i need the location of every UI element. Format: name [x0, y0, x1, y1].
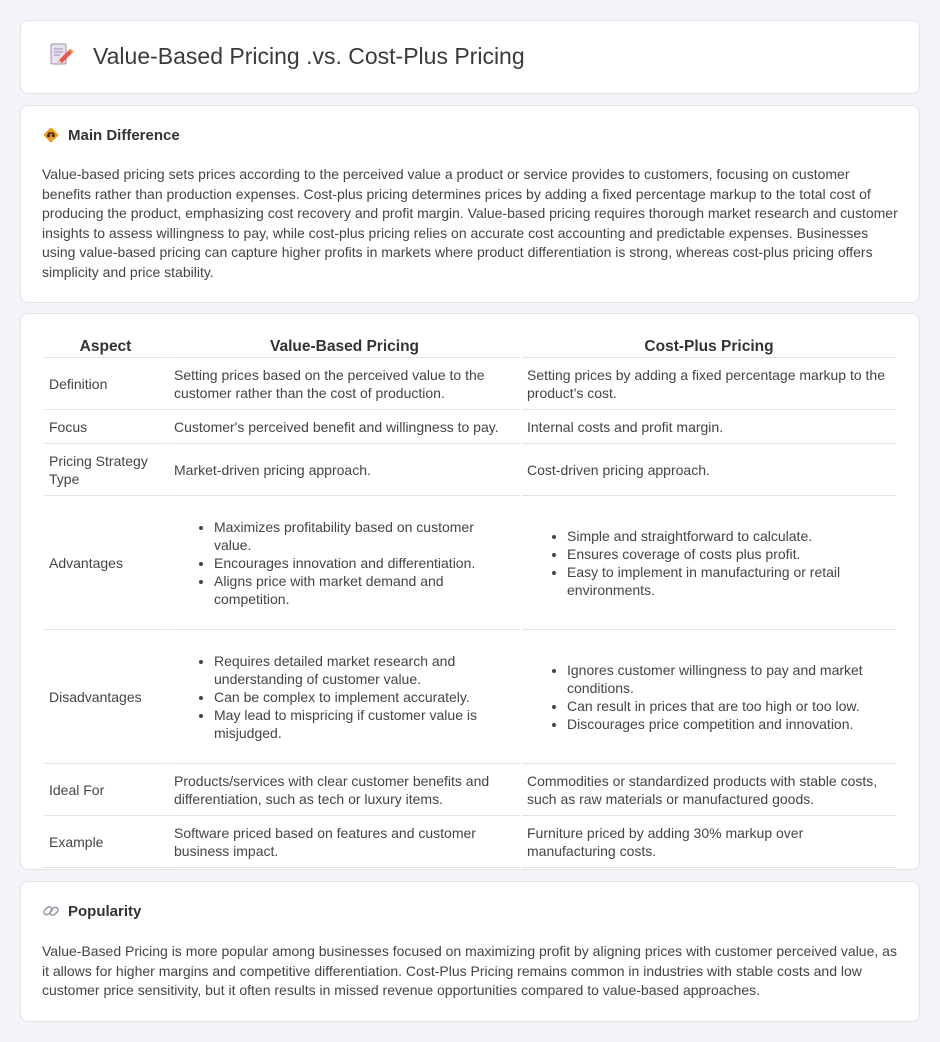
main-difference-text: Value-based pricing sets prices according to the perceived value a product or service provides to customers, focusing on customer benefits rather than production expenses. Cost-plus pricing determines prices by adding a fixed percentage markup to the total cost of producing the product, emphasizing cost recovery and profit margin. Value-based pricing requires thorough market research and customer insights to assess willingness to pay, while cost-plus pricing relies on accurate cost accounting and predictable expenses. Businesses using value-based pricing can capture higher profits in markets where product differentiation is strong, whereas cost-plus pricing offers simplicity and price stability. — [42, 166, 898, 280]
advantages-cost-list — [527, 527, 891, 599]
row-cost-plus: Cost-driven pricing approach. — [522, 444, 896, 496]
row-aspect: Example — [44, 816, 167, 868]
row-value-based: Customer's perceived benefit and willingness to pay. — [169, 410, 520, 444]
row-aspect: Advantages — [44, 496, 167, 630]
row-value-based — [169, 496, 520, 630]
table-row — [44, 630, 896, 764]
table-header-row — [44, 333, 896, 358]
row-value-based: Setting prices based on the perceived value to the customer rather than the cost of production. — [169, 358, 520, 410]
main-difference-header — [42, 126, 180, 144]
advantages-value-list — [174, 518, 515, 608]
popularity-text: Value-Based Pricing is more popular among businesses focused on maximizing profit by aligning prices with customer perceived value, as it allows for higher margins and competitive differentiation. Cost-Plus Pricing remains common in industries with stable costs and low customer price sensitivity, but it often results in missed revenue opportunities compared to value-based approaches. — [42, 943, 897, 999]
main-difference-title: Main Difference — [68, 126, 180, 144]
row-value-based: Software priced based on features and customer business impact. — [169, 816, 520, 868]
warning-diamond-icon — [42, 126, 60, 144]
header-aspect: Aspect — [44, 333, 167, 358]
row-value-based — [169, 630, 520, 764]
list-item: • Requires detailed market research and understanding of customer value. — [214, 652, 515, 688]
list-item: • Ignores customer willingness to pay and market conditions. — [567, 661, 891, 697]
page-title: Value-Based Pricing .vs. Cost-Plus Pricing — [93, 42, 525, 69]
table-row — [44, 764, 896, 816]
popularity-title: Popularity — [68, 902, 142, 920]
comparison-card — [20, 313, 920, 870]
disadvantages-cost-list — [527, 661, 891, 733]
list-item: • Encourages innovation and differentiation. — [214, 554, 515, 572]
header-cost-plus: Cost-Plus Pricing — [522, 333, 896, 358]
table-row — [44, 410, 896, 444]
list-item: • Aligns price with market demand and competition. — [214, 572, 515, 608]
title-card — [20, 20, 920, 94]
comparison-table — [42, 333, 898, 868]
row-aspect: Pricing Strategy Type — [44, 444, 167, 496]
list-item: • Ensures coverage of costs plus profit. — [567, 545, 891, 563]
header-value-based: Value-Based Pricing — [169, 333, 520, 358]
row-aspect: Ideal For — [44, 764, 167, 816]
row-aspect: Definition — [44, 358, 167, 410]
table-row — [44, 496, 896, 630]
main-difference-card — [20, 105, 920, 303]
list-item: • Simple and straightforward to calculate. — [567, 527, 891, 545]
list-item: • Maximizes profitability based on customer value. — [214, 518, 515, 554]
row-cost-plus: Commodities or standardized products with stable costs, such as raw materials or manufactured goods. — [522, 764, 896, 816]
popularity-card — [20, 881, 920, 1022]
list-item: • Can result in prices that are too high or too low. — [567, 697, 891, 715]
link-icon — [42, 902, 60, 920]
row-cost-plus: Setting prices by adding a fixed percentage markup to the product's cost. — [522, 358, 896, 410]
list-item: • May lead to mispricing if customer value is misjudged. — [214, 706, 515, 742]
list-item: • Discourages price competition and innovation. — [567, 715, 891, 733]
table-row — [44, 358, 896, 410]
table-row — [44, 444, 896, 496]
row-aspect: Disadvantages — [44, 630, 167, 764]
row-cost-plus — [522, 496, 896, 630]
document-pencil-icon — [45, 41, 75, 71]
row-value-based: Products/services with clear customer benefits and differentiation, such as tech or luxury items. — [169, 764, 520, 816]
row-aspect: Focus — [44, 410, 167, 444]
list-item: • Easy to implement in manufacturing or retail environments. — [567, 563, 891, 599]
row-cost-plus — [522, 630, 896, 764]
row-cost-plus: Internal costs and profit margin. — [522, 410, 896, 444]
disadvantages-value-list — [174, 652, 515, 742]
table-row — [44, 816, 896, 868]
popularity-header — [42, 902, 141, 920]
title-row — [45, 41, 525, 71]
row-value-based: Market-driven pricing approach. — [169, 444, 520, 496]
row-cost-plus: Furniture priced by adding 30% markup over manufacturing costs. — [522, 816, 896, 868]
list-item: • Can be complex to implement accurately. — [214, 688, 515, 706]
